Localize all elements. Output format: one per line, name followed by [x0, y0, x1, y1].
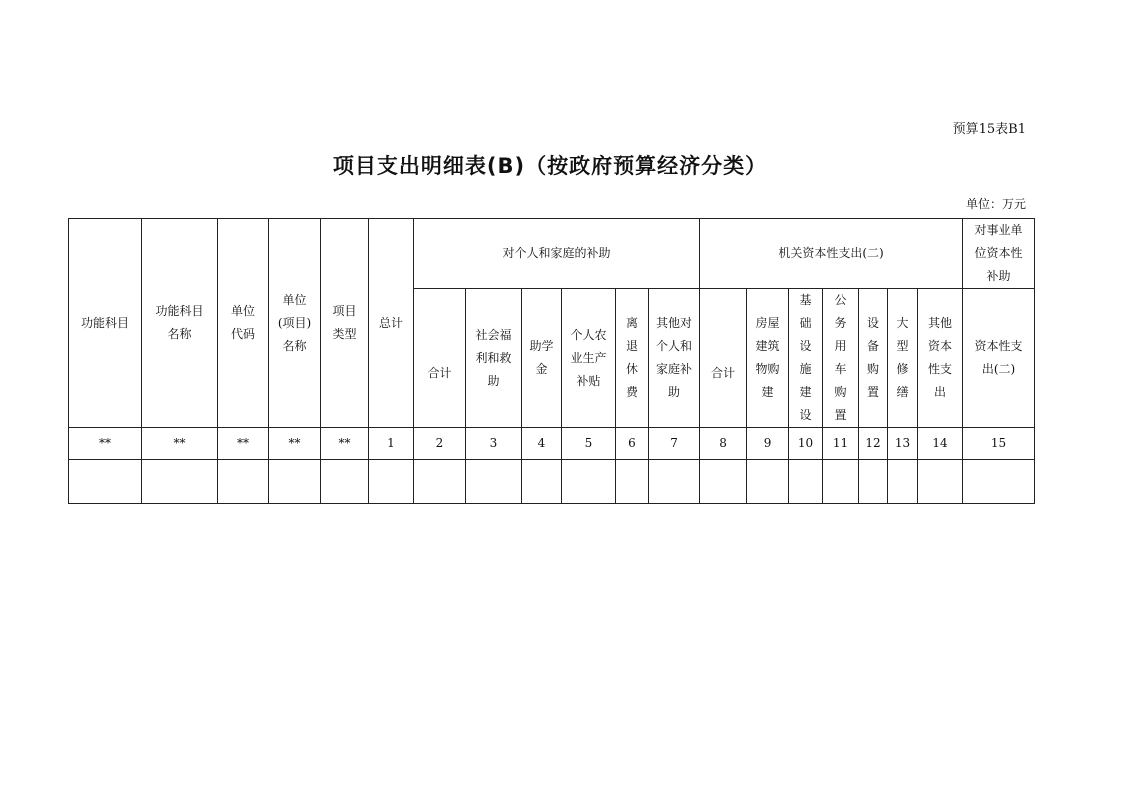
data-cell[interactable]	[269, 460, 321, 504]
header-other-personal: 其他对 个人和 家庭补 助	[649, 289, 700, 428]
index-cell: 5	[562, 428, 616, 460]
header-capital-sum: 合计	[700, 289, 747, 428]
index-row	[69, 428, 1035, 460]
data-cell[interactable]	[414, 460, 466, 504]
data-cell[interactable]	[616, 460, 649, 504]
index-cell: **	[218, 428, 269, 460]
data-cell[interactable]	[69, 460, 142, 504]
index-cell: 11	[823, 428, 859, 460]
form-code: 预算15表B1	[952, 122, 1026, 137]
index-cell: 12	[859, 428, 888, 460]
header-unit-project-name: 单位 (项目) 名称	[269, 219, 321, 428]
index-cell: **	[142, 428, 218, 460]
index-cell: 10	[789, 428, 823, 460]
header-infrastructure: 基 础 设 施 建 设	[789, 289, 823, 428]
page-title: 项目支出明细表(B)（按政府预算经济分类）	[332, 154, 768, 178]
index-cell: 14	[918, 428, 963, 460]
header-other-capital: 其他 资本 性支 出	[918, 289, 963, 428]
data-cell[interactable]	[562, 460, 616, 504]
header-unit-code: 单位 代码	[218, 219, 269, 428]
data-cell[interactable]	[823, 460, 859, 504]
header-scholarship: 助学 金	[522, 289, 562, 428]
data-cell[interactable]	[963, 460, 1035, 504]
header-repair: 大 型 修 缮	[888, 289, 918, 428]
unit-label: 单位：万元	[965, 197, 1026, 211]
header-farm-subsidy: 个人农 业生产 补贴	[562, 289, 616, 428]
header-personal-sum: 合计	[414, 289, 466, 428]
header-func-subject: 功能科目	[69, 219, 142, 428]
index-cell: 4	[522, 428, 562, 460]
index-cell: 2	[414, 428, 466, 460]
header-equipment: 设 备 购 置	[859, 289, 888, 428]
data-cell[interactable]	[700, 460, 747, 504]
data-cell[interactable]	[888, 460, 918, 504]
header-building: 房屋 建筑 物购 建	[747, 289, 789, 428]
index-cell: **	[69, 428, 142, 460]
data-cell[interactable]	[466, 460, 522, 504]
data-cell[interactable]	[918, 460, 963, 504]
index-cell: 1	[369, 428, 414, 460]
index-cell: 15	[963, 428, 1035, 460]
data-cell[interactable]	[369, 460, 414, 504]
index-cell: **	[321, 428, 369, 460]
index-cell: 8	[700, 428, 747, 460]
expenditure-table	[68, 218, 1035, 504]
header-total: 总计	[369, 219, 414, 428]
header-group-institution: 对事业单 位资本性 补助	[963, 219, 1035, 289]
header-project-type: 项目 类型	[321, 219, 369, 428]
index-cell: 9	[747, 428, 789, 460]
data-cell[interactable]	[747, 460, 789, 504]
header-welfare: 社会福 利和救 助	[466, 289, 522, 428]
header-group-capital: 机关资本性支出(二)	[700, 219, 963, 289]
index-cell: 6	[616, 428, 649, 460]
data-cell[interactable]	[859, 460, 888, 504]
data-cell[interactable]	[522, 460, 562, 504]
data-cell[interactable]	[789, 460, 823, 504]
data-cell[interactable]	[142, 460, 218, 504]
data-cell[interactable]	[321, 460, 369, 504]
header-retirement: 离 退 休 费	[616, 289, 649, 428]
data-row	[69, 460, 1035, 504]
header-institution-capital: 资本性支 出(二)	[963, 289, 1035, 428]
header-vehicle: 公 务 用 车 购 置	[823, 289, 859, 428]
data-cell[interactable]	[649, 460, 700, 504]
index-cell: 13	[888, 428, 918, 460]
index-cell: 7	[649, 428, 700, 460]
index-cell: **	[269, 428, 321, 460]
header-group-personal: 对个人和家庭的补助	[414, 219, 700, 289]
header-func-subject-name: 功能科目 名称	[142, 219, 218, 428]
data-cell[interactable]	[218, 460, 269, 504]
index-cell: 3	[466, 428, 522, 460]
